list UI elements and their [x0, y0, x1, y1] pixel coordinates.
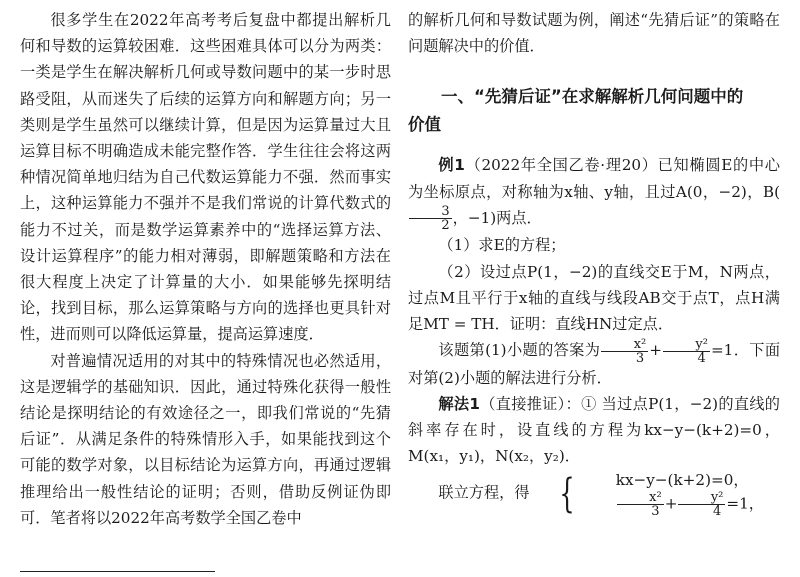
fraction-y2-4: [663, 338, 710, 365]
system-equation-2: [585, 491, 764, 518]
fraction-4: 4: [663, 351, 710, 365]
example-text-b: ，−1)两点．: [452, 208, 542, 227]
eq2-x2: x²: [649, 490, 662, 506]
eq2-plus: +: [664, 494, 678, 513]
example-label: 例1: [438, 156, 465, 175]
solution-label: 解法1: [438, 394, 480, 413]
equation-system: [585, 469, 764, 518]
open-paren: (: [774, 182, 780, 201]
system-equation-1: kx−y−(k+2)=0，: [615, 471, 749, 490]
question-2: （2）设过点P(1，−2)的直线交E于M，N两点，过点M且平行于x轴的直线与线段AB交于点T，点H满足MT = TH．证明：直线HN过定点．: [408, 262, 780, 333]
body-paragraph-2: 对普遍情况适用的对其中的特殊情况也必然适用，这是逻辑学的基础知识．因此，通过特殊化获得一般性结论是探明结论的有效途径之一，即我们常说的“先猜后证”．从满足条件的特殊情形入手，如果能找到这个可能的数学对象，以目标结论为运算方向，再通过逻辑推理给出一般性结论的证明；否则，借助反例证伪即可．笔者将以2022年高考数学全国乙卷中: [20, 351, 391, 527]
fraction-b-denominator: 2: [409, 218, 452, 232]
answer-paragraph: [408, 337, 780, 391]
fraction-3: 3: [601, 351, 648, 365]
example-source: （2022年全国乙卷·理20）: [464, 156, 658, 175]
example-text-a: 已知椭圆E的中心为坐标原点，对称轴为x轴、y轴，且过A(0，−2)，B: [408, 156, 780, 201]
left-brace: {: [558, 470, 575, 517]
solution-method: （直接推证）：: [479, 394, 582, 413]
fraction-y2: y²: [695, 336, 708, 352]
body-paragraph-1: 很多学生在2022年高考考后复盘中都提出解析几何和导数的运算较困难．这些困难具体可以分为两类：一类是学生在解决解析几何或导数问题中的某一步时思路受阻，从而迷失了后续的运算方向和解题方向；另一类则是学生虽然可以继续计算，但是因为运算量过大且运算目标不明确造成未能完整作答．学生往往会将这两种情况简单地归结为自己代数运算能力不强．然而事实上，这种运算能力不强并不是我们常说的计算代数式的能力不过关，而是数学运算素养中的“选择运算方法、设计运算程序”的能力相对薄弱，即解题策略和方法在很大程度上决定了计算量的大小．如果能够先探明结论，找到目标，那么运算策略与方向的选择也更具针对性，进而则可以降低运算量，提高运算速度．: [20, 11, 391, 344]
system-equation-2-tail: =1，: [726, 494, 764, 513]
footnote-rule: [20, 571, 215, 572]
section-heading: [408, 83, 780, 139]
intro-paragraph: 的解析几何和导数试题为例，阐述“先猜后证”的策略在问题解决中的价值．: [408, 11, 780, 56]
eq2-4: 4: [678, 504, 725, 518]
section-heading-line2: 价值: [408, 115, 441, 135]
spacer: [408, 139, 780, 152]
right-column: [408, 0, 780, 518]
system-paragraph: [408, 469, 780, 518]
example-paragraph: [408, 152, 780, 232]
answer-text-b: =1．下面对第(2)小题的解法进行分析．: [408, 341, 781, 387]
answer-text-a: 该题第(1)小题的答案为: [438, 341, 601, 360]
fraction-b-numerator: 3: [441, 204, 450, 220]
section-heading-line1: 一、“先猜后证”在求解解析几何问题中的: [441, 87, 744, 107]
eq2-y2: y²: [710, 490, 724, 506]
question-1: （1）求E的方程；: [438, 236, 566, 255]
fraction-b: [409, 205, 452, 232]
fraction-x2-3: [601, 338, 648, 365]
system-lead: 联立方程，得: [438, 483, 530, 502]
left-column: [20, 0, 391, 531]
fraction-x2: x²: [633, 336, 647, 352]
eq2-fraction-y2-4: [678, 491, 725, 518]
plus-sign: +: [649, 341, 662, 360]
solution-paragraph: [408, 391, 780, 470]
eq2-3: 3: [617, 504, 664, 518]
solution-text: ① 当过点P(1，−2)的直线的斜率存在时，设直线的方程为kx−y−(k+2)=0，M(x₁，y₁)，N(x₂，y₂)．: [408, 394, 780, 466]
eq2-fraction-x2-3: [617, 491, 664, 518]
